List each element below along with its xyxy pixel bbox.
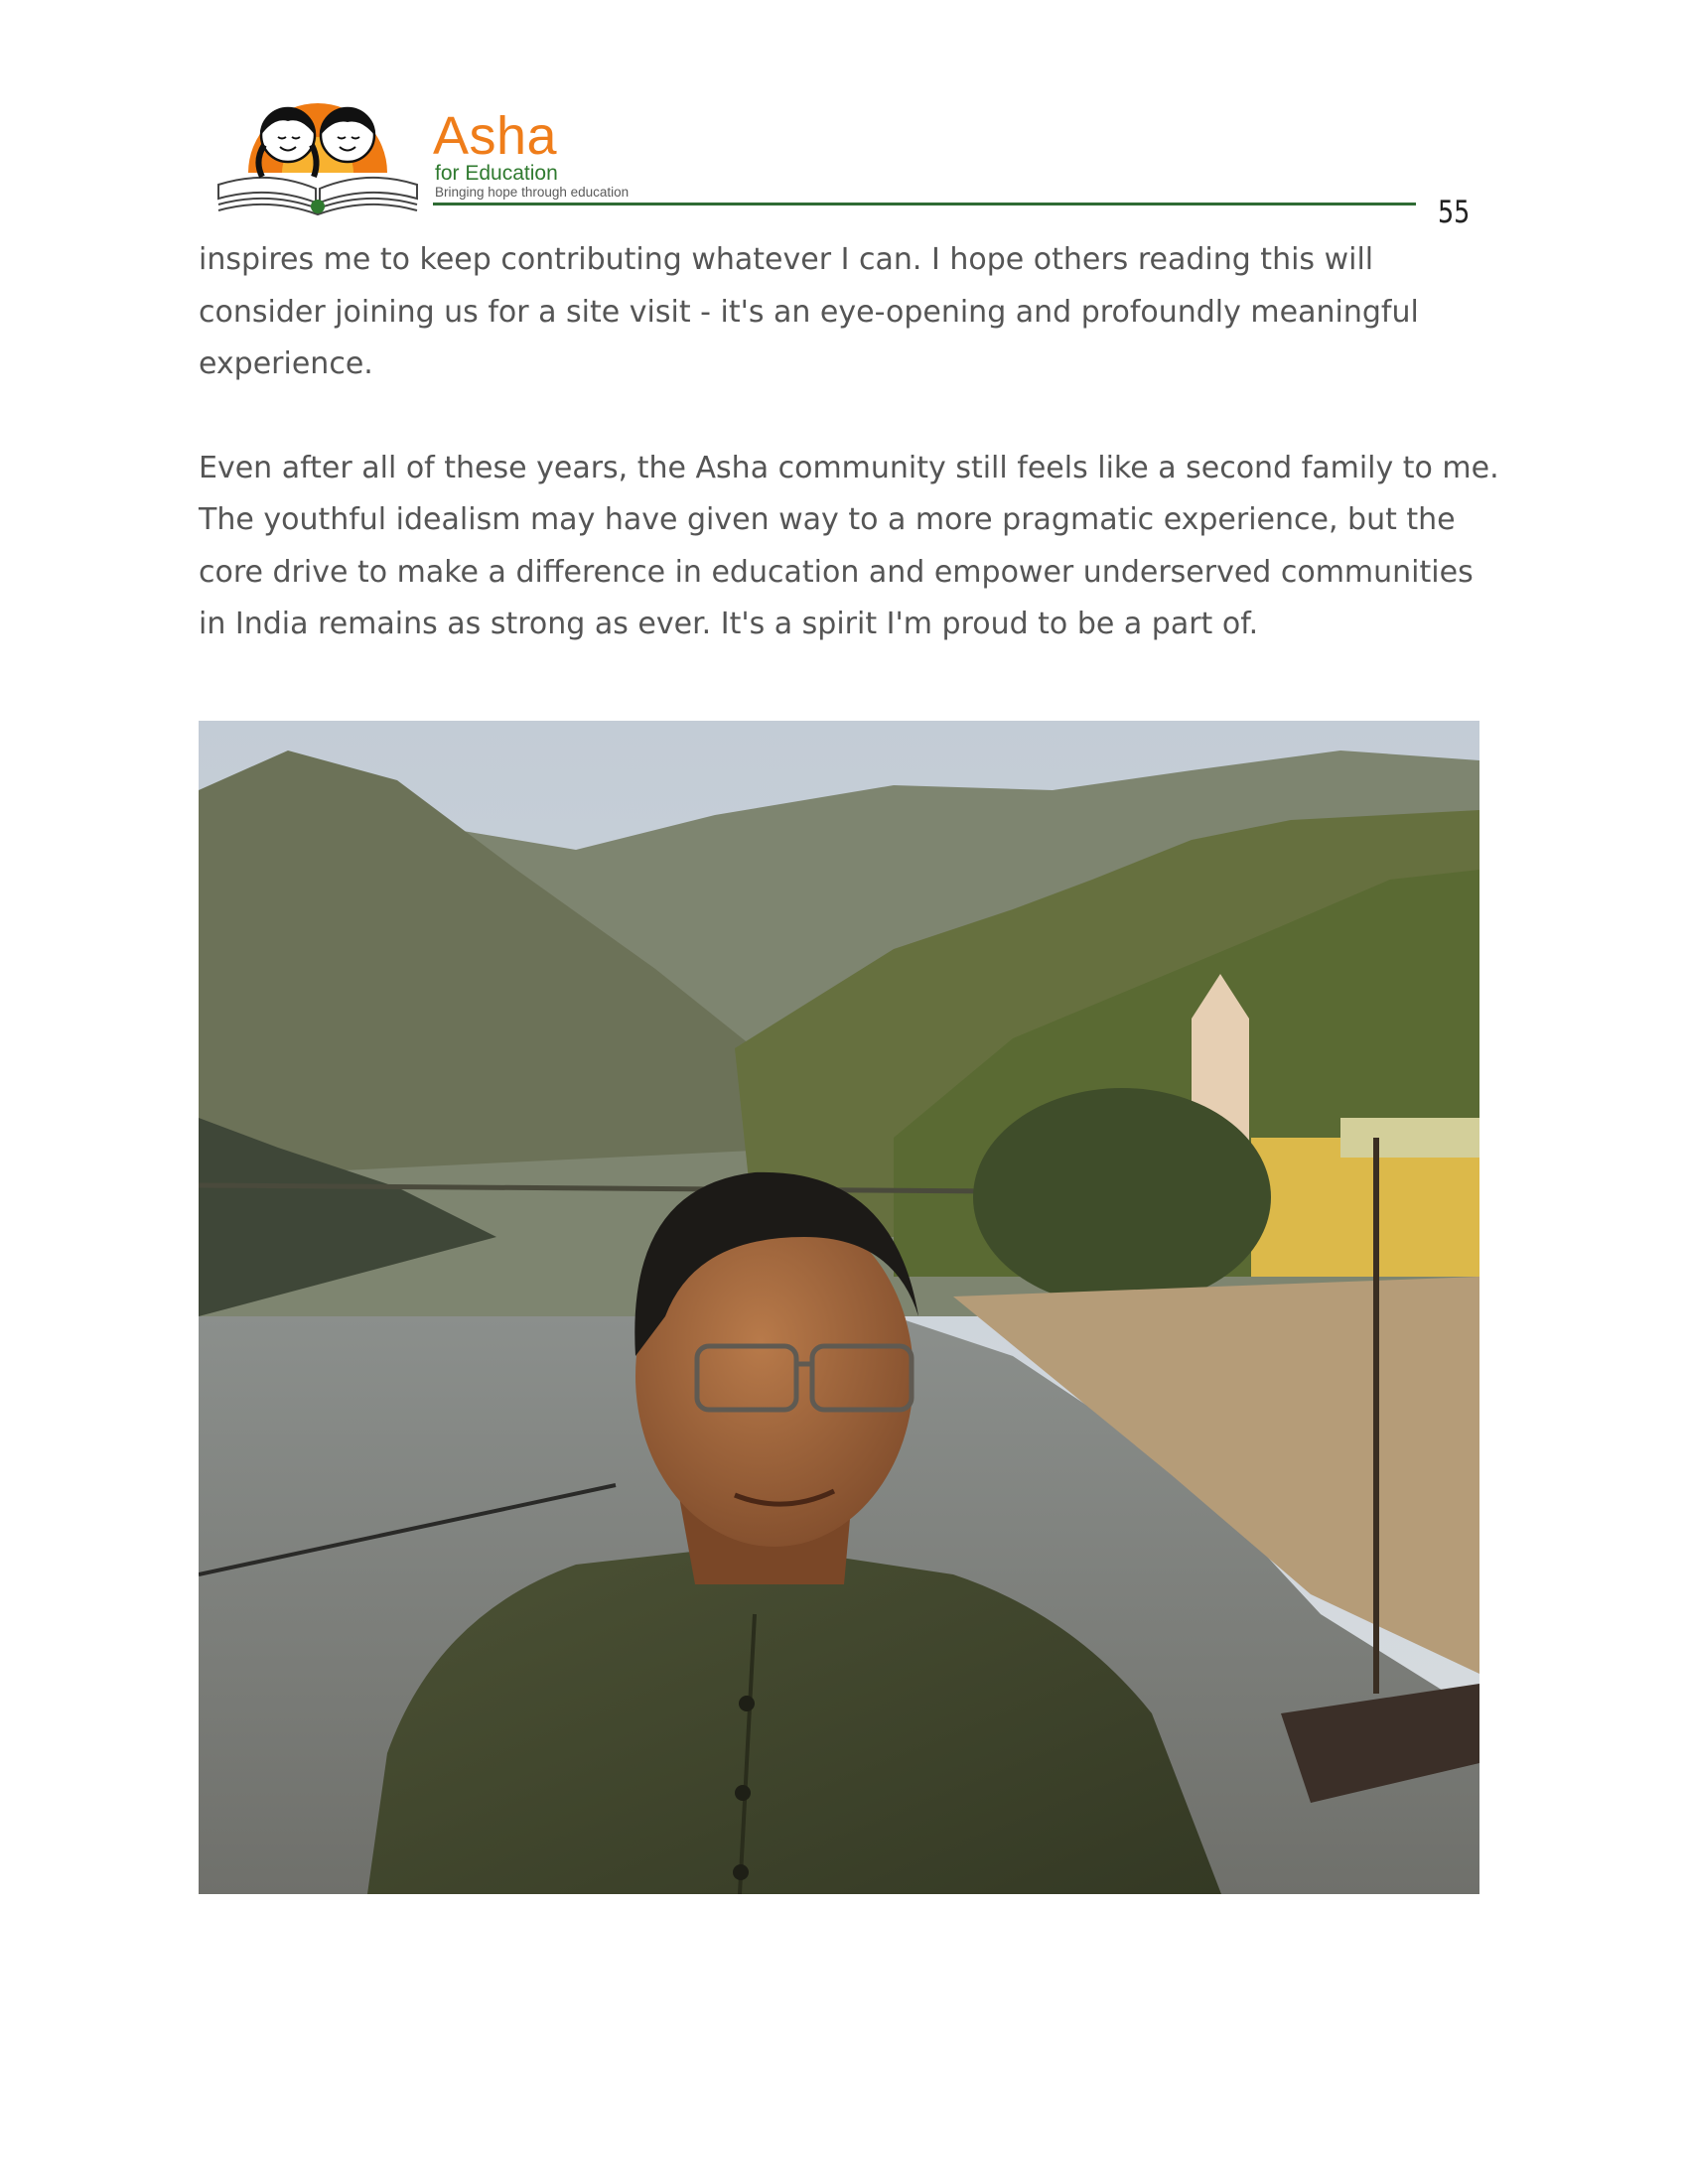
paragraph: inspires me to keep contributing whatever I can. I hope others reading this will consider joining us for a site visit - it's an eye-opening and profoundly meaningful experience. — [199, 242, 1419, 381]
header-divider — [433, 203, 1416, 205]
article-body — [199, 234, 1509, 703]
brand-name: Asha — [433, 106, 558, 166]
photo-illustration — [199, 721, 1479, 1894]
portrait-photo — [199, 721, 1479, 1894]
page-number: 55 — [1438, 195, 1471, 230]
brand-subtitle: for Education — [435, 162, 558, 185]
asha-logo-icon — [212, 95, 423, 218]
brand-tagline: Bringing hope through education — [435, 185, 630, 200]
paragraph: Even after all of these years, the Asha community still feels like a second family to me. The youthful idealism may have given way to a more pragmatic experience, but the core drive to make a difference in education and empower underserved communities in India remains as strong as ever. It's a spirit I'm proud to be a part of. — [199, 450, 1499, 641]
page-header — [212, 95, 1404, 224]
